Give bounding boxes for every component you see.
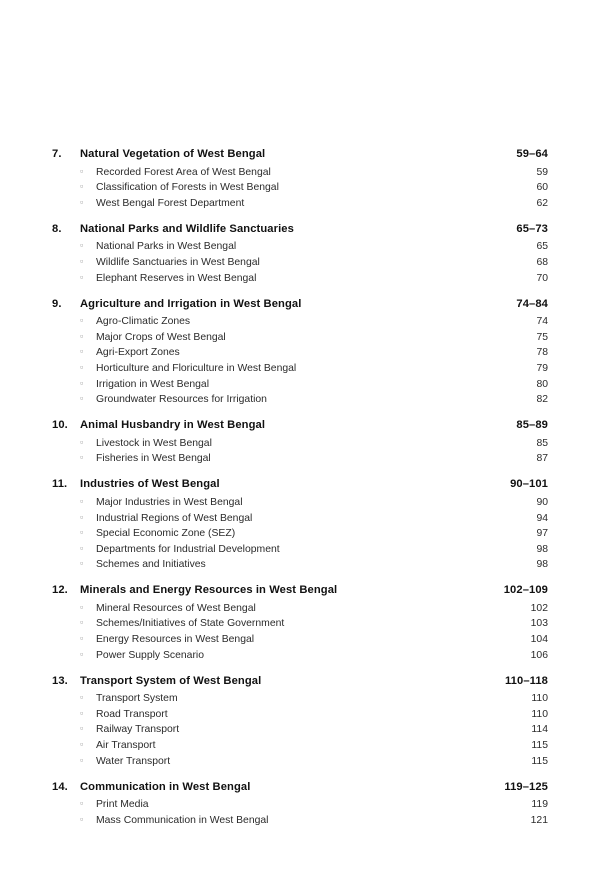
toc-entry-page: 87	[536, 453, 548, 465]
bullet-icon: ▫	[80, 361, 84, 372]
toc-entry[interactable]	[52, 542, 548, 558]
toc-chapter-number: 14.	[52, 780, 68, 793]
toc-entry[interactable]	[52, 648, 548, 664]
bullet-icon: ▫	[80, 754, 84, 765]
toc-chapter-heading[interactable]	[52, 675, 548, 687]
toc-entry-label: Departments for Industrial Development	[96, 543, 280, 555]
toc-chapter	[52, 584, 548, 663]
toc-entry[interactable]	[52, 181, 548, 197]
toc-entry-page: 78	[536, 347, 548, 359]
toc-entry-label: Fisheries in West Bengal	[96, 453, 211, 465]
toc-chapter-title: Natural Vegetation of West Bengal	[80, 148, 266, 160]
bullet-icon: ▫	[80, 798, 84, 809]
table-of-contents	[52, 148, 548, 829]
toc-chapter-page-range: 90–101	[510, 478, 548, 491]
toc-entry[interactable]	[52, 723, 548, 739]
toc-entry-label: Special Economic Zone (SEZ)	[96, 528, 236, 540]
toc-chapter	[52, 148, 548, 212]
bullet-icon: ▫	[80, 739, 84, 750]
toc-entry-page: 80	[536, 378, 548, 390]
bullet-icon: ▫	[80, 601, 84, 612]
toc-entry[interactable]	[52, 601, 548, 617]
toc-entry-page: 102	[530, 602, 548, 614]
toc-entry-page: 90	[536, 496, 548, 508]
toc-chapter-page-range: 110–118	[504, 674, 548, 687]
toc-chapter-page-range: 65–73	[516, 222, 548, 235]
toc-entry[interactable]	[52, 495, 548, 511]
toc-chapter-heading[interactable]	[52, 478, 548, 490]
toc-entry-page: 103	[530, 618, 548, 630]
toc-entry-label: Agri-Export Zones	[96, 347, 180, 359]
toc-chapter-heading[interactable]	[52, 781, 548, 793]
toc-entry[interactable]	[52, 527, 548, 543]
toc-chapter	[52, 419, 548, 467]
bullet-icon: ▫	[80, 617, 84, 628]
toc-entry[interactable]	[52, 377, 548, 393]
toc-entry[interactable]	[52, 813, 548, 829]
toc-entry[interactable]	[52, 315, 548, 331]
toc-entry[interactable]	[52, 196, 548, 212]
toc-entry[interactable]	[52, 271, 548, 287]
toc-entry[interactable]	[52, 255, 548, 271]
toc-entry-page: 59	[536, 166, 548, 178]
toc-chapter-title: Industries of West Bengal	[80, 478, 220, 491]
toc-chapter-number: 10.	[52, 419, 68, 432]
bullet-icon: ▫	[80, 271, 84, 282]
toc-entry[interactable]	[52, 738, 548, 754]
toc-entry-page: 68	[536, 256, 548, 268]
toc-entry-label: National Parks in West Bengal	[96, 241, 237, 253]
toc-chapter-title: National Parks and Wildlife Sanctuaries	[80, 222, 294, 235]
toc-entry-page: 115	[531, 740, 548, 752]
toc-chapter-page-range: 85–89	[516, 419, 548, 432]
bullet-icon: ▫	[80, 393, 84, 404]
toc-entry-page: 94	[536, 512, 548, 524]
bullet-icon: ▫	[80, 542, 84, 553]
toc-chapter-page-range: 59–64	[516, 148, 548, 160]
toc-entry-page: 110	[531, 693, 548, 705]
toc-entry-label: Agro-Climatic Zones	[96, 316, 191, 328]
bullet-icon: ▫	[80, 723, 84, 734]
toc-entry-label: Road Transport	[96, 708, 168, 720]
toc-entry-page: 85	[536, 437, 548, 449]
toc-entry-page: 65	[536, 241, 548, 253]
bullet-icon: ▫	[80, 315, 84, 326]
toc-entry-label: Mass Communication in West Bengal	[96, 814, 269, 826]
bullet-icon: ▫	[80, 452, 84, 463]
bullet-icon: ▫	[80, 165, 84, 176]
toc-chapter-number: 8.	[52, 222, 62, 235]
bullet-icon: ▫	[80, 196, 84, 207]
toc-entry[interactable]	[52, 511, 548, 527]
bullet-icon: ▫	[80, 181, 84, 192]
toc-chapter-heading[interactable]	[52, 584, 548, 596]
toc-chapter	[52, 298, 548, 409]
toc-chapter-page-range: 74–84	[516, 297, 548, 310]
bullet-icon: ▫	[80, 707, 84, 718]
toc-chapter-page-range: 102–109	[503, 584, 548, 597]
toc-entry[interactable]	[52, 361, 548, 377]
toc-entry-label: Classification of Forests in West Bengal	[96, 182, 279, 194]
toc-entry-label: Livestock in West Bengal	[96, 437, 212, 449]
toc-chapter-heading[interactable]	[52, 148, 548, 160]
toc-entry-label: Air Transport	[96, 740, 156, 752]
toc-entry-list	[52, 798, 548, 829]
toc-entry-page: 70	[536, 272, 548, 284]
bullet-icon: ▫	[80, 495, 84, 506]
toc-entry-list	[52, 436, 548, 467]
toc-chapter-number: 12.	[52, 584, 68, 597]
toc-entry-page: 82	[536, 394, 548, 406]
toc-chapter	[52, 781, 548, 829]
toc-entry-label: Major Industries in West Bengal	[96, 496, 243, 508]
toc-entry[interactable]	[52, 617, 548, 633]
toc-chapter	[52, 675, 548, 770]
toc-entry-label: Industrial Regions of West Bengal	[96, 512, 253, 524]
toc-entry-label: Groundwater Resources for Irrigation	[96, 394, 267, 406]
toc-entry[interactable]	[52, 346, 548, 362]
toc-entry-list	[52, 692, 548, 770]
toc-entry-label: Energy Resources in West Bengal	[96, 634, 255, 646]
bullet-icon: ▫	[80, 330, 84, 341]
toc-entry-label: Schemes and Initiatives	[96, 559, 206, 571]
toc-entry-page: 97	[536, 528, 548, 540]
toc-chapter	[52, 223, 548, 287]
toc-entry[interactable]	[52, 452, 548, 468]
toc-entry-page: 115	[531, 755, 548, 767]
bullet-icon: ▫	[80, 436, 84, 447]
toc-chapter-number: 11.	[52, 478, 68, 491]
toc-chapter-number: 13.	[52, 674, 68, 687]
toc-chapter-number: 9.	[52, 297, 62, 310]
toc-entry-page: 98	[536, 559, 548, 571]
toc-chapter-title: Minerals and Energy Resources in West Bengal	[80, 584, 338, 597]
bullet-icon: ▫	[80, 240, 84, 251]
bullet-icon: ▫	[80, 255, 84, 266]
toc-entry-label: Major Crops of West Bengal	[96, 331, 226, 343]
toc-chapter-title: Agriculture and Irrigation in West Bengal	[80, 297, 302, 310]
toc-entry-list	[52, 240, 548, 287]
toc-entry-page: 104	[530, 634, 548, 646]
toc-entry-page: 75	[536, 331, 548, 343]
bullet-icon: ▫	[80, 527, 84, 538]
toc-entry-page: 114	[531, 724, 548, 736]
toc-chapter-number: 7.	[52, 148, 62, 160]
toc-entry-label: Railway Transport	[96, 724, 180, 736]
toc-entry-page: 98	[536, 543, 548, 555]
toc-entry-label: Irrigation in West Bengal	[96, 378, 210, 390]
toc-entry[interactable]	[52, 393, 548, 409]
toc-entry-list	[52, 495, 548, 573]
toc-chapter-heading[interactable]	[52, 419, 548, 431]
bullet-icon: ▫	[80, 558, 84, 569]
toc-entry[interactable]	[52, 330, 548, 346]
toc-entry[interactable]	[52, 707, 548, 723]
toc-entry-page: 110	[531, 708, 548, 720]
bullet-icon: ▫	[80, 633, 84, 644]
toc-entry-label: Power Supply Scenario	[96, 649, 205, 661]
bullet-icon: ▫	[80, 511, 84, 522]
toc-entry-page: 74	[536, 316, 548, 328]
toc-entry-label: Mineral Resources of West Bengal	[96, 602, 256, 614]
toc-entry[interactable]	[52, 436, 548, 452]
toc-entry-page: 79	[536, 362, 548, 374]
toc-entry[interactable]	[52, 798, 548, 814]
bullet-icon: ▫	[80, 813, 84, 824]
toc-chapter-title: Communication in West Bengal	[80, 780, 251, 793]
toc-entry[interactable]	[52, 692, 548, 708]
toc-chapter-heading[interactable]	[52, 298, 548, 310]
toc-entry-label: Horticulture and Floriculture in West Bengal	[96, 362, 297, 374]
toc-entry-page: 106	[530, 649, 548, 661]
toc-entry-label: Recorded Forest Area of West Bengal	[96, 166, 271, 178]
toc-entry-page: 121	[530, 814, 548, 826]
toc-entry-list	[52, 165, 548, 212]
toc-chapter-title: Animal Husbandry in West Bengal	[80, 419, 266, 432]
toc-entry-list	[52, 601, 548, 663]
toc-entry-label: Elephant Reserves in West Bengal	[96, 272, 257, 284]
toc-entry-label: West Bengal Forest Department	[96, 197, 245, 209]
toc-entry-label: Schemes/Initiatives of State Government	[96, 618, 285, 630]
toc-entry-page: 60	[536, 182, 548, 194]
bullet-icon: ▫	[80, 377, 84, 388]
toc-entry-label: Water Transport	[96, 755, 171, 767]
toc-entry-label: Print Media	[96, 799, 149, 811]
toc-chapter-page-range: 119–125	[504, 780, 548, 793]
toc-entry[interactable]	[52, 558, 548, 574]
toc-entry[interactable]	[52, 632, 548, 648]
toc-chapter-title: Transport System of West Bengal	[80, 674, 262, 687]
toc-entry[interactable]	[52, 165, 548, 181]
toc-entry-label: Transport System	[96, 693, 178, 705]
bullet-icon: ▫	[80, 692, 84, 703]
toc-entry-list	[52, 315, 548, 409]
toc-entry-label: Wildlife Sanctuaries in West Bengal	[96, 256, 260, 268]
toc-entry[interactable]	[52, 754, 548, 770]
bullet-icon: ▫	[80, 346, 84, 357]
toc-chapter-heading[interactable]	[52, 223, 548, 235]
toc-chapter	[52, 478, 548, 573]
toc-entry-page: 62	[536, 197, 548, 209]
toc-entry[interactable]	[52, 240, 548, 256]
toc-entry-page: 119	[531, 799, 548, 811]
bullet-icon: ▫	[80, 648, 84, 659]
